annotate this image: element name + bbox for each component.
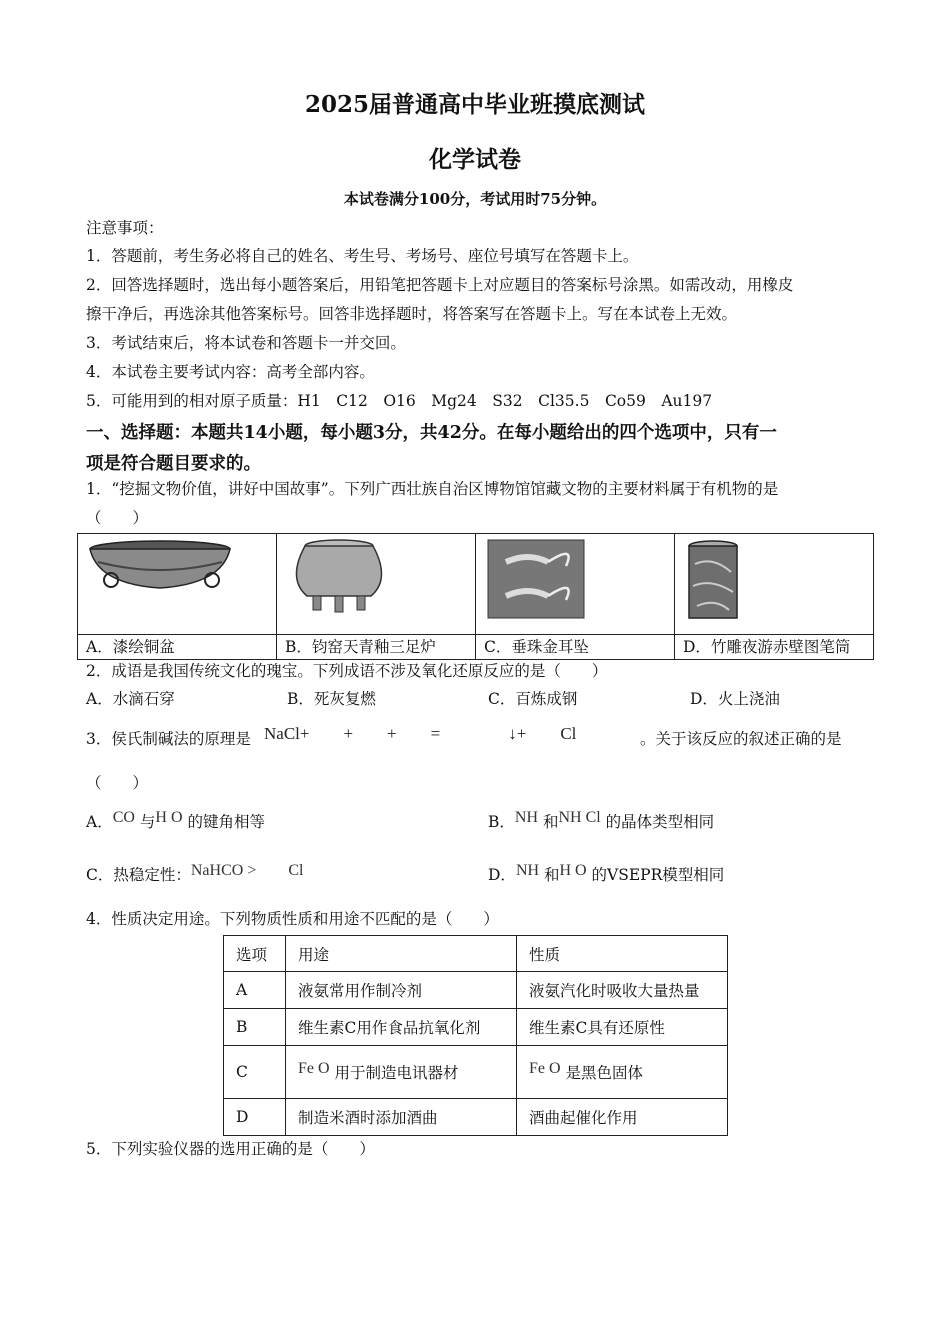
- exam-info: 本试卷满分100分，考试用时75分钟。: [343, 190, 607, 208]
- q3-option-c: [86, 862, 304, 886]
- connector-text: 与: [139, 813, 156, 831]
- subject-title: 化学试卷: [429, 146, 521, 173]
- nh4cl-formula: NH Cl: [558, 809, 601, 826]
- property-text: 是黑色固体: [565, 1064, 644, 1082]
- jun-kiln-tripod-censer-image: [277, 534, 475, 630]
- q1-option-d: D．竹雕夜游赤壁图笔筒: [675, 635, 874, 660]
- option-label: D．: [488, 866, 516, 884]
- q3-stem-end: 。关于该反应的叙述正确的是: [640, 730, 842, 748]
- use-text: 用于制造电讯器材: [334, 1064, 459, 1082]
- q3-option-b: [488, 809, 715, 833]
- option-text: 的晶体类型相同: [605, 813, 715, 831]
- q1-option-a: A．漆绘铜盆: [78, 635, 277, 660]
- co2-formula: CO: [112, 809, 135, 826]
- q3-reaction-formula: NaCl+ + + = ↓+ Cl: [264, 724, 577, 743]
- q4-header-property: 性质: [517, 936, 728, 972]
- q1-image-c: [476, 534, 675, 635]
- q2-stem: 2．成语是我国传统文化的瑰宝。下列成语不涉及氧化还原反应的是（ ）: [86, 662, 608, 680]
- option-label: A．: [86, 813, 113, 831]
- q2-option-a: A．水滴石穿: [86, 690, 175, 708]
- q2-option-d: D．火上浇油: [690, 690, 780, 708]
- q3-option-a: [86, 809, 265, 833]
- option-label: C．热稳定性：: [86, 866, 191, 884]
- q1-image-d: [675, 534, 874, 635]
- q2-option-b: B．死灰复燃: [287, 690, 376, 708]
- note-item: 5．可能用到的相对原子质量：H1 C12 O16 Mg24 S32 Cl35.5 Co59 Au197: [86, 392, 713, 410]
- stability-formula: NaHCO > Cl: [190, 862, 304, 879]
- q2-option-c: C．百炼成钢: [488, 690, 578, 708]
- q1-stem: 1．“挖掘文物价值，讲好中国故事”。下列广西壮族自治区博物馆馆藏文物的主要材料属于有机物的是: [86, 480, 779, 498]
- h2o-formula: H O: [559, 862, 587, 879]
- q4-table: [223, 935, 728, 1136]
- q5-stem: 5．下列实验仪器的选用正确的是（ ）: [86, 1140, 375, 1158]
- connector-text: 和: [543, 866, 560, 884]
- q4-header-option: 选项: [224, 936, 286, 972]
- q4-row-d-option: D: [224, 1099, 286, 1136]
- note-item: 3．考试结束后，将本试卷和答题卡一并交回。: [86, 334, 406, 352]
- q4-row-b-use: 维生素C用作食品抗氧化剂: [286, 1009, 517, 1046]
- nh3-formula: NH: [514, 809, 538, 826]
- q1-options-table: [77, 533, 874, 660]
- q1-image-b: [277, 534, 476, 635]
- q4-row-d-property: 酒曲起催化作用: [517, 1099, 728, 1136]
- note-item: 擦干净后，再选涂其他答案标号。回答非选择题时，将答案写在答题卡上。写在本试卷上无效。: [86, 305, 738, 323]
- exam-title: 2025届普通高中毕业班摸底测试: [304, 91, 645, 118]
- gold-earrings-image: [476, 534, 674, 630]
- q4-row-c-use: [286, 1046, 517, 1099]
- lacquer-copper-basin-image: [78, 534, 276, 630]
- q1-image-a: [78, 534, 277, 635]
- q4-row-d-use: 制造米酒时添加酒曲: [286, 1099, 517, 1136]
- q3-option-d: [488, 862, 725, 886]
- section-heading-cont: 项是符合题目要求的。: [86, 454, 261, 474]
- q4-row-b-option: B: [224, 1009, 286, 1046]
- h2o-formula: H O: [155, 809, 183, 826]
- section-heading: 一、选择题：本题共14小题，每小题3分，共42分。在每小题给出的四个选项中，只有一: [86, 423, 777, 443]
- fe3o4-formula: Fe O: [529, 1060, 561, 1077]
- bamboo-brush-pot-image: [675, 534, 873, 630]
- q4-row-a-option: A: [224, 972, 286, 1009]
- note-item: 2．回答选择题时，选出每小题答案后，用铅笔把答题卡上对应题目的答案标号涂黑。如需改动，用橡皮: [86, 276, 794, 294]
- q4-row-a-use: 液氨常用作制冷剂: [286, 972, 517, 1009]
- option-text: 的VSEPR模型相同: [591, 866, 725, 884]
- q1-answer-paren: （ ）: [86, 509, 149, 527]
- q3-answer-paren: （ ）: [86, 774, 149, 792]
- q4-header-use: 用途: [286, 936, 517, 972]
- notes-heading: 注意事项：: [86, 219, 164, 237]
- connector-text: 和: [542, 813, 559, 831]
- q1-option-c: C．垂珠金耳坠: [476, 635, 675, 660]
- q4-row-b-property: 维生素C具有还原性: [517, 1009, 728, 1046]
- q1-option-b: B．钧窑天青釉三足炉: [277, 635, 476, 660]
- q4-row-c-property: [517, 1046, 728, 1099]
- option-label: B．: [488, 813, 515, 831]
- q4-row-c-option: C: [224, 1046, 286, 1099]
- q4-stem: 4．性质决定用途。下列物质性质和用途不匹配的是（ ）: [86, 910, 499, 928]
- q4-row-a-property: 液氨汽化时吸收大量热量: [517, 972, 728, 1009]
- nh3-formula: NH: [515, 862, 540, 879]
- note-item: 4．本试卷主要考试内容：高考全部内容。: [86, 363, 375, 381]
- fe3o4-formula: Fe O: [298, 1060, 330, 1077]
- note-item: 1．答题前，考生务必将自己的姓名、考生号、考场号、座位号填写在答题卡上。: [86, 247, 639, 265]
- option-text: 的键角相等: [187, 813, 265, 831]
- q3-stem-start: 3．侯氏制碱法的原理是: [86, 730, 251, 748]
